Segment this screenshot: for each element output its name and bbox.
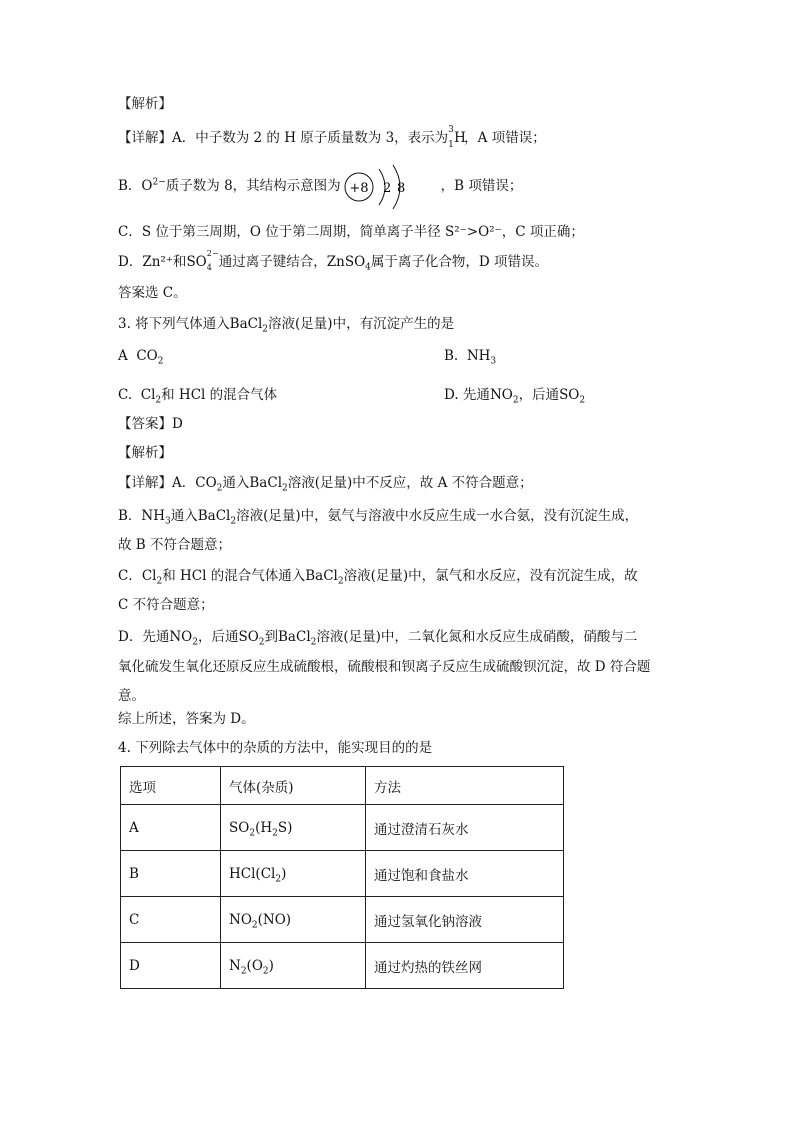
q3-option-d: D. 先通$NO_2$，后通$SO_2$	[444, 387, 586, 406]
q2-a-text1: A．中子数为 2 的 H 原子质量数为 3，表示为	[172, 130, 449, 146]
q2-option-a-explanation	[118, 125, 546, 150]
q3-explain-b-line2: 故 B 不符合题意；	[118, 537, 232, 553]
row-gas: $NO_2(NO)$	[221, 897, 366, 943]
row-option: C	[121, 897, 221, 943]
shell-1-electrons: 2	[382, 180, 391, 196]
table-row	[121, 943, 564, 989]
header-gas: 气体(杂质)	[221, 767, 366, 805]
table-row	[121, 851, 564, 897]
oxide-ion: $O^{2-}$	[141, 177, 166, 194]
row-option: A	[121, 805, 221, 851]
sulfate-ion: SO 2− 4	[186, 249, 219, 272]
nuclide-notation: 3 1 H	[448, 125, 466, 150]
row-option: D	[121, 943, 221, 989]
row-gas: $N_2(O_2)$	[221, 943, 366, 989]
q3-explain-c-line2: C 不符合题意；	[118, 597, 214, 613]
q3-explain-c: C．$Cl_2$和 HCl 的混合气体通入BaCl$_2$溶液(足量)中，氯气和水反应，没有沉淀生成，故	[118, 568, 638, 587]
nucleus-charge: +8	[349, 180, 369, 196]
znso4-formula: ZnSO$_4$	[326, 254, 371, 273]
q2-option-d-explanation	[118, 249, 549, 273]
q2-d-text1: 通过离子键结合，	[218, 254, 327, 270]
q3-option-c: C. $Cl_2$和 HCl 的混合气体	[118, 387, 278, 406]
q2-d-text2: 属于离子化合物，D 项错误。	[370, 254, 549, 270]
q3-option-b: B. $NH_3$	[444, 348, 497, 367]
header-option: 选项	[121, 767, 221, 805]
q4-options-table	[120, 766, 564, 989]
table-row	[121, 805, 564, 851]
table-row	[121, 897, 564, 943]
q2-option-b-explanation	[118, 176, 522, 197]
q2-option-c-explanation: C．S 位于第三周期，O 位于第二周期，简单离子半径 S²⁻>O²⁻，C 项正确；	[118, 224, 584, 240]
q4-stem: 4. 下列除去气体中的杂质的方法中，能实现目的的是	[118, 740, 433, 756]
shell-2-electrons: 8	[396, 180, 405, 196]
row-method: 通过灼热的铁丝网	[366, 943, 564, 989]
q3-answer: 【答案】D	[118, 416, 183, 432]
q3-summary: 综上所述，答案为 D。	[118, 711, 255, 727]
q3-explain-d-line3: 意。	[118, 688, 145, 704]
row-gas: $HCl(Cl_2)$	[221, 851, 366, 897]
q2-answer: 答案选 C。	[118, 285, 187, 301]
bacl2-formula: BaCl$_2$	[229, 316, 269, 335]
q3-explain-d: D．先通$NO_2$，后通$SO_2$到BaCl$_2$溶液(足量)中，二氧化氮和水反应生成硝酸，硝酸与二	[118, 629, 638, 648]
header-method: 方法	[366, 767, 564, 805]
q3-explain-b: B．$NH_3$通入BaCl$_2$溶液(足量)中，氨气与溶液中水反应生成一水合氨，没有沉淀生成，	[118, 508, 639, 527]
q2-b-text1: 质子数为 8，其结构示意图为	[165, 178, 341, 194]
q3-stem: 3. 将下列气体通入BaCl$_2$溶液(足量)中，有沉淀产生的是	[118, 316, 455, 335]
q3-option-a: A $CO_2$	[118, 348, 164, 367]
table-header-row	[121, 767, 564, 805]
atomic-structure-diagram	[341, 177, 441, 197]
row-method: 通过饱和食盐水	[366, 851, 564, 897]
q3-analysis-tag: 【解析】	[118, 445, 172, 461]
q2-a-text2: ，A 项错误；	[464, 130, 546, 146]
q3-explain-d-line2: 氧化硫发生氧化还原反应生成硫酸根，硫酸根和钡离子反应生成硫酸钡沉淀，故 D 符合题	[118, 659, 651, 675]
row-method: 通过澄清石灰水	[366, 805, 564, 851]
q2-detail-tag: 【详解】	[118, 130, 172, 146]
q3-explain-a: 【详解】A．$CO_2$通入BaCl$_2$溶液(足量)中不反应，故 A 不符合题意；	[118, 475, 533, 494]
row-option: B	[121, 851, 221, 897]
q2-d-prefix: D．Zn²⁺和	[118, 254, 187, 270]
q2-analysis-tag: 【解析】	[118, 96, 172, 112]
q2-b-text2: ，B 项错误；	[440, 178, 523, 194]
q2-b-prefix: B．	[118, 178, 142, 194]
row-gas: $SO_2(H_2S)$	[221, 805, 366, 851]
row-method: 通过氢氧化钠溶液	[366, 897, 564, 943]
